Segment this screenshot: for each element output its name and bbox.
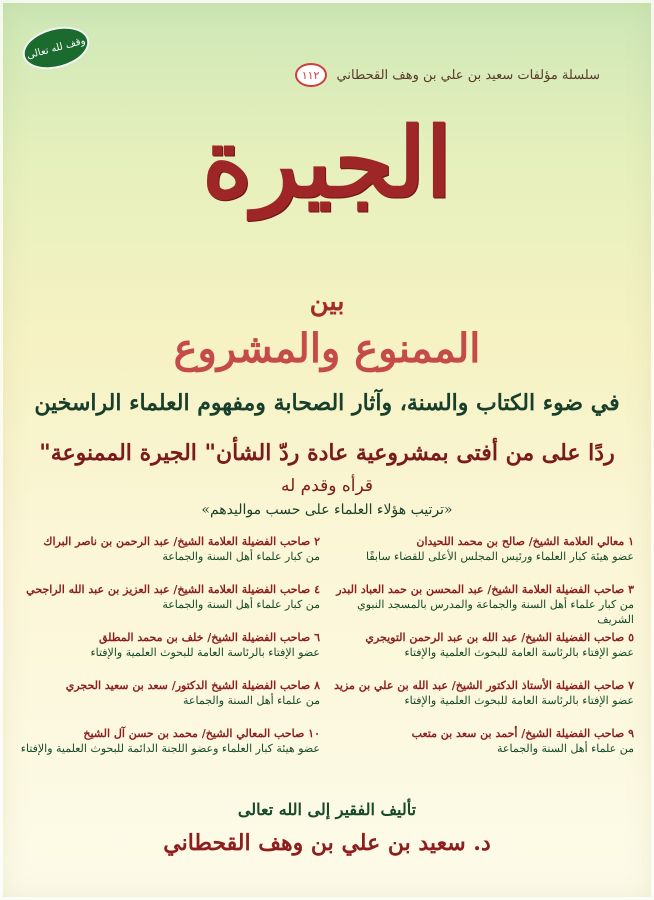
scholar-name: ٥ صاحب الفضيلة الشيخ/ عبد الله بن عبد الرحمن التويجري: [365, 631, 634, 644]
scholar-desc: من علماء أهل السنة والجماعة: [183, 693, 320, 707]
scholar-name: ٧ صاحب الفضيلة الأستاذ الدكتور الشيخ/ عبد الله بن علي بن مزيد: [334, 679, 634, 692]
author-label: تأليف الفقير إلى الله تعالى: [237, 800, 417, 819]
book-title: الجيرة: [201, 106, 453, 219]
stamp-text: وقف لله تعالى: [25, 34, 87, 62]
scholar-desc: من كبار علماء أهل السنة والجماعة: [162, 549, 320, 563]
book-subtitle: الممنوع والمشروع: [173, 325, 481, 372]
series-text: سلسلة مؤلفات سعيد بن علي بن وهف القحطاني: [336, 67, 600, 83]
series-number-badge: ١١٢: [295, 63, 327, 87]
scholar-desc: عضو الإفتاء بالرئاسة العامة للبحوث العلمية والإفتاء: [404, 645, 634, 659]
scholar-desc: من كبار علماء أهل السنة والجماعة: [162, 597, 320, 611]
scholar-desc: عضو هيئة كبار العلماء ورئيس المجلس الأعلى للقضاء سابقًا: [366, 549, 634, 563]
scholar-name: ٤ صاحب الفضيلة العلامة الشيخ/ عبد العزيز بن عبد الله الراجحي: [26, 583, 320, 596]
scholar-item: [20, 679, 320, 709]
scholar-name: ٢ صاحب الفضيلة العلامة الشيخ/ عبد الرحمن بن ناصر البراك: [43, 535, 320, 548]
scholar-name: ٩ صاحب الفضيلة الشيخ/ أحمد بن سعد بن متعب: [411, 727, 634, 740]
scholar-name: ١ معالي العلامة الشيخ/ صالح بن محمد اللحيدان: [416, 535, 634, 548]
scholar-item: [334, 679, 634, 709]
description-line-2: ردًا على من أفتى بمشروعية عادة ردّ الشأن" الجيرة الممنوعة": [39, 440, 615, 466]
scholar-desc: عضو هيئة كبار العلماء وعضو اللجنة الدائمة للبحوث العلمية والإفتاء: [20, 741, 320, 755]
scholar-item: [334, 583, 634, 628]
scholar-item: [334, 727, 634, 757]
scholar-item: [20, 631, 320, 661]
scholar-desc: من علماء أهل السنة والجماعة: [497, 741, 634, 755]
description-line-1: في ضوء الكتاب والسنة، وآثار الصحابة ومفهوم العلماء الراسخين: [34, 390, 620, 416]
series-header: [120, 60, 600, 90]
scholar-item: [334, 535, 634, 565]
scholar-desc: عضو الإفتاء بالرئاسة العامة للبحوث العلمية والإفتاء: [90, 645, 320, 659]
endorsement-label: قرأه وقدم له: [280, 476, 374, 496]
scholar-name: ١٠ صاحب المعالي الشيخ/ محمد بن حسن آل الشيخ: [83, 727, 320, 740]
scholar-item: [20, 583, 320, 613]
scholar-item: [334, 631, 634, 661]
scholar-item: [20, 727, 320, 757]
ordering-note: «ترتيب هؤلاء العلماء على حسب مواليدهم»: [201, 502, 453, 518]
scholar-name: ٨ صاحب الفضيلة الشيخ الدكتور/ سعد بن سعيد الحجري: [65, 679, 320, 692]
scholar-item: [20, 535, 320, 565]
author-name: د. سعيد بن علي بن وهف القحطاني: [163, 830, 491, 856]
title-between: بين: [309, 287, 345, 317]
scholars-list: [20, 535, 634, 765]
scholar-name: ٦ صاحب الفضيلة الشيخ/ خلف بن محمد المطلق: [98, 631, 320, 644]
scholar-name: ٣ صاحب الفضيلة العلامة الشيخ/ عبد المحسن بن حمد العباد البدر: [336, 583, 634, 596]
scholar-desc: عضو الإفتاء بالرئاسة العامة للبحوث العلمية والإفتاء: [404, 693, 634, 707]
scholar-desc: من كبار علماء أهل السنة والجماعة والمدرس بالمسجد النبوي الشريف: [357, 597, 634, 626]
